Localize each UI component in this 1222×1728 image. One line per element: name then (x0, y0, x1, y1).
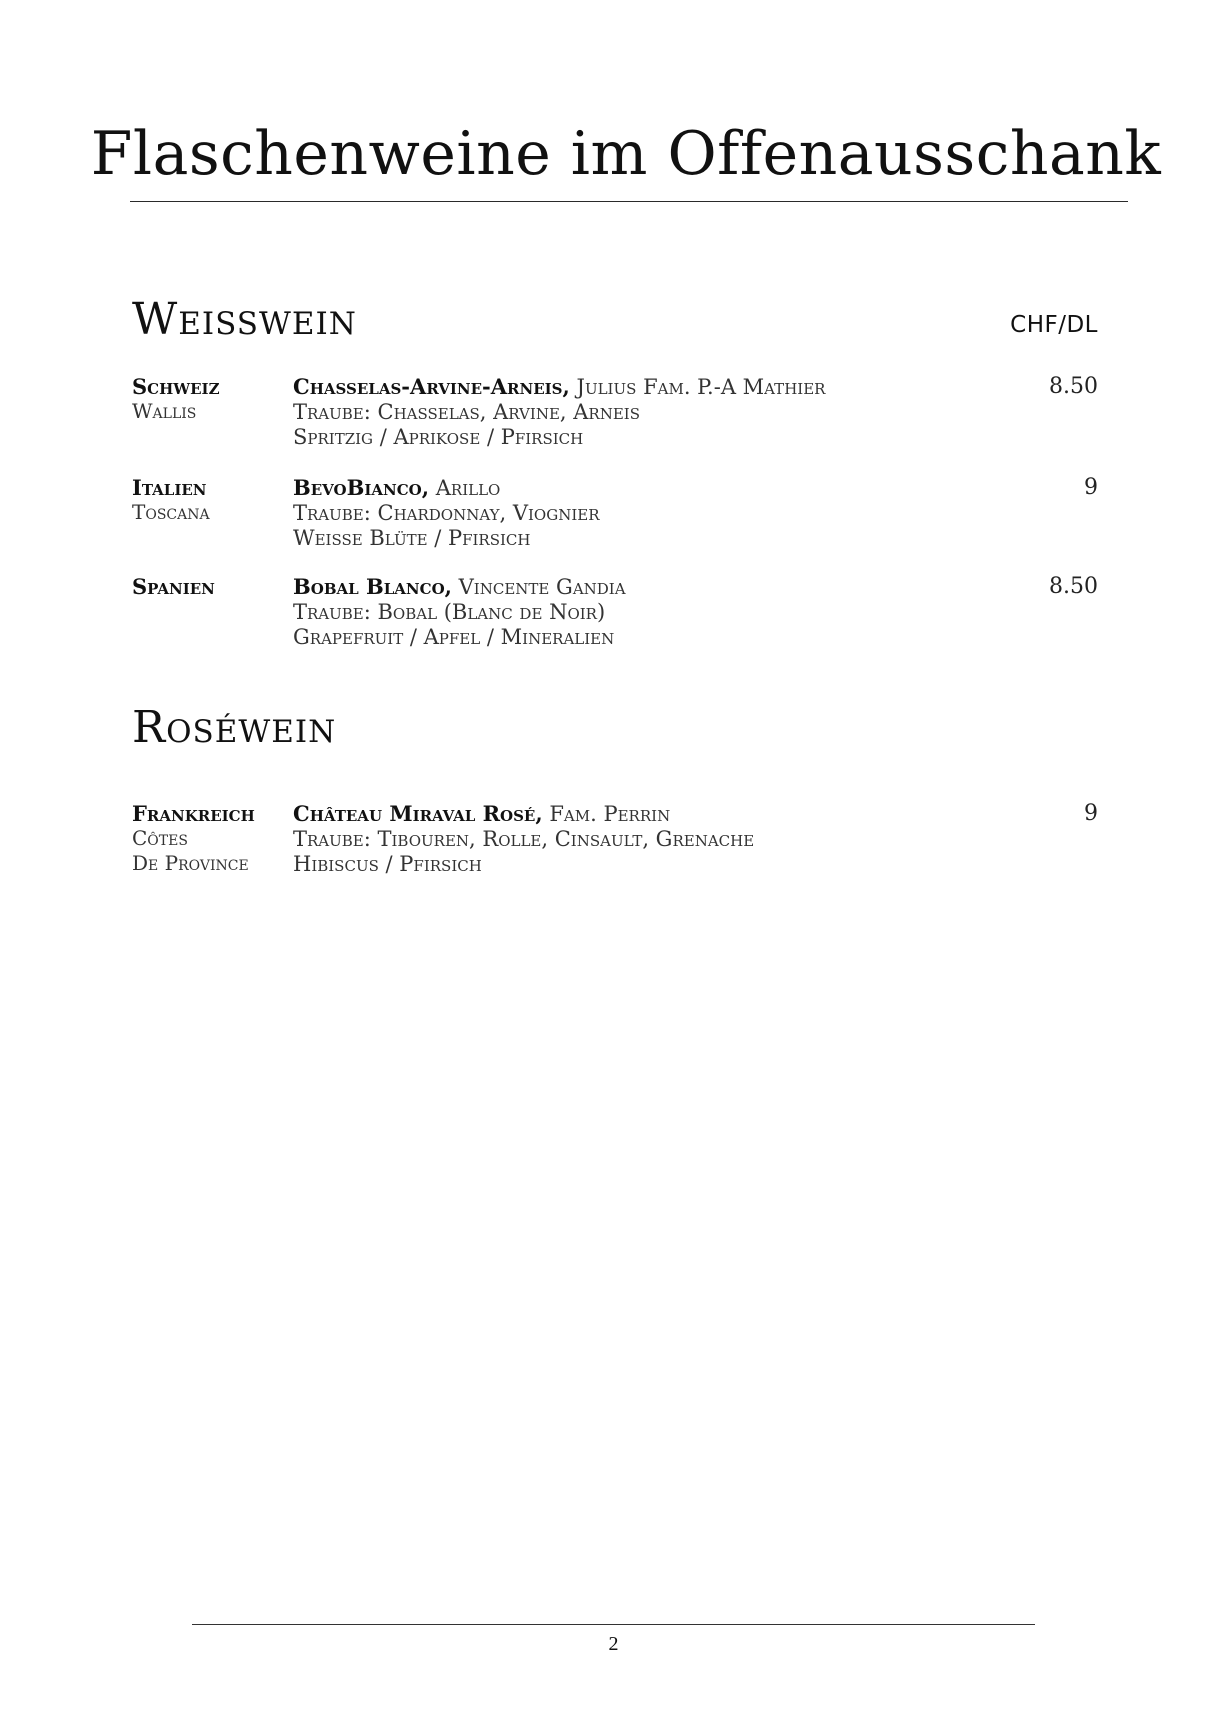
page-title: Flaschenweine im Offenausschank (90, 119, 1162, 189)
wine-grapes: Traube: Chardonnay, Viognier (293, 501, 600, 525)
wine-grapes: Traube: Bobal (Blanc de Noir) (293, 600, 606, 624)
wine-name: Chasselas-Arvine-Arneis, (293, 374, 570, 399)
wine-region: Côtes (132, 826, 188, 850)
wine-entry (132, 374, 1098, 454)
page-number: 2 (608, 1633, 619, 1655)
wine-grapes: Traube: Tibouren, Rolle, Cinsault, Grenache (293, 827, 755, 851)
wine-title-line (293, 574, 1013, 600)
section-heading-weisswein: Weisswein (132, 294, 357, 345)
footer-divider (192, 1624, 1035, 1625)
wine-producer: Arillo (435, 476, 501, 500)
wine-price: 8.50 (1049, 374, 1098, 399)
wine-tasting-notes: Grapefruit / Apfel / Mineralien (293, 625, 615, 649)
wine-title-line (293, 475, 1013, 501)
wine-price: 9 (1084, 475, 1098, 500)
wine-price: 9 (1084, 801, 1098, 826)
price-unit-label: CHF/DL (1010, 312, 1098, 338)
wine-country: Schweiz (132, 374, 220, 399)
wine-details (293, 574, 1013, 650)
wine-title-line (293, 801, 1013, 827)
wine-producer: Julius Fam. P.-A Mathier (576, 375, 826, 399)
wine-country: Spanien (132, 574, 215, 599)
wine-producer: Fam. Perrin (549, 802, 671, 826)
wine-entry (132, 475, 1098, 555)
wine-entry (132, 801, 1098, 881)
wine-grapes: Traube: Chasselas, Arvine, Arneis (293, 400, 640, 424)
wine-origin (132, 801, 290, 876)
wine-details (293, 374, 1013, 450)
wine-region: Wallis (132, 399, 197, 423)
wine-tasting-notes: Weisse Blüte / Pfirsich (293, 526, 531, 550)
wine-details (293, 801, 1013, 877)
wine-producer: Vincente Gandia (458, 575, 626, 599)
wine-entry (132, 574, 1098, 654)
wine-tasting-notes: Spritzig / Aprikose / Pfirsich (293, 425, 584, 449)
wine-country: Frankreich (132, 801, 255, 826)
wine-name: BevoBianco, (293, 475, 430, 500)
wine-price: 8.50 (1049, 574, 1098, 599)
title-divider (130, 201, 1128, 202)
wine-region: De Province (132, 851, 249, 875)
section-heading-rosewein: Roséwein (132, 702, 337, 753)
wine-details (293, 475, 1013, 551)
wine-origin (132, 374, 290, 424)
wine-origin (132, 574, 290, 599)
wine-name: Château Miraval Rosé, (293, 801, 543, 826)
wine-origin (132, 475, 290, 525)
wine-region: Toscana (132, 500, 210, 524)
wine-country: Italien (132, 475, 207, 500)
wine-title-line (293, 374, 1013, 400)
wine-name: Bobal Blanco, (293, 574, 452, 599)
wine-tasting-notes: Hibiscus / Pfirsich (293, 852, 482, 876)
